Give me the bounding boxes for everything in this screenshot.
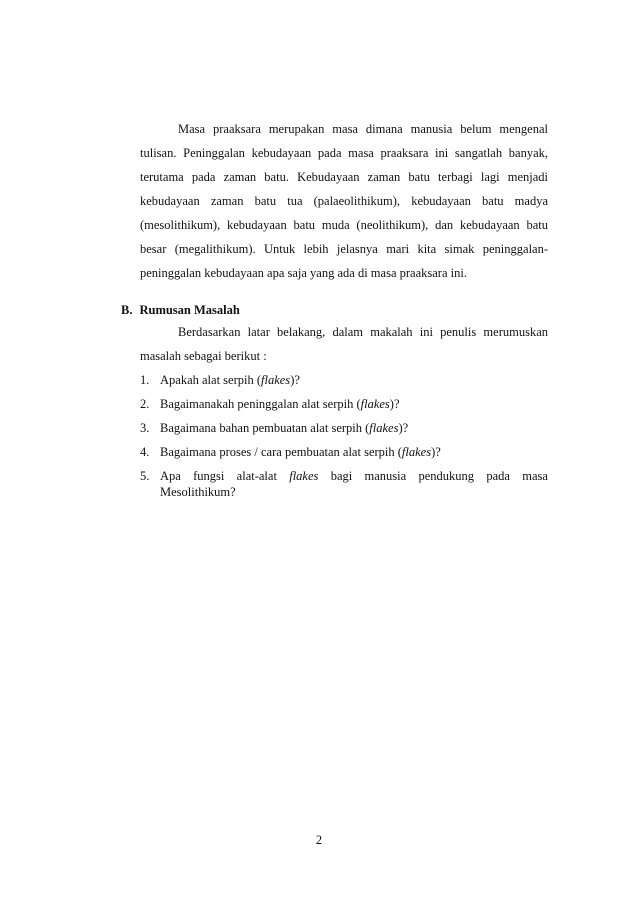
- list-item-word: bagi: [330, 469, 353, 483]
- list-item-word: alat-alat: [236, 469, 277, 483]
- list-item-text: Bagaimana proses / cara pembuatan alat serpih (: [160, 445, 402, 459]
- intro-line-6: besar (megalithikum). Untuk lebih jelasnya mari kita simak peninggalan-: [140, 242, 548, 256]
- intro-line-3: terutama pada zaman batu. Kebudayaan zaman batu terbagi lagi menjadi: [140, 170, 548, 184]
- list-item: [140, 468, 548, 484]
- list-item-italic: flakes: [360, 397, 390, 411]
- list-item-number: 4.: [140, 445, 150, 459]
- list-item: [140, 444, 441, 460]
- list-item-italic: flakes: [261, 373, 291, 387]
- list-item-number: 1.: [140, 373, 150, 387]
- list-item-text: Bagaimana bahan pembuatan alat serpih (: [160, 421, 370, 435]
- list-item-italic: flakes: [369, 421, 399, 435]
- list-item-number: 5.: [140, 469, 150, 483]
- list-item-word: manusia: [364, 469, 407, 483]
- intro-line-7: peninggalan kebudayaan apa saja yang ada di masa praaksara ini.: [140, 266, 467, 280]
- list-item-suffix: )?: [290, 373, 300, 387]
- intro-line-2: tulisan. Peninggalan kebudayaan pada masa praaksara ini sangatlah banyak,: [140, 146, 548, 160]
- list-item-word: pada: [486, 469, 510, 483]
- intro-line-4: kebudayaan zaman batu tua (palaeolithikum), kebudayaan batu madya: [140, 194, 548, 208]
- list-item: [140, 396, 400, 412]
- list-item-word: fungsi: [193, 469, 225, 483]
- list-item-suffix: )?: [431, 445, 441, 459]
- intro-line-5: (mesolithikum), kebudayaan batu muda (neolithikum), dan kebudayaan batu: [140, 218, 548, 232]
- list-item-word: masa: [522, 469, 548, 483]
- list-item-number: 3.: [140, 421, 150, 435]
- list-item-text: Apakah alat serpih (: [160, 373, 262, 387]
- list-item-start: [140, 468, 181, 484]
- section-intro-line-2: masalah sebagai berikut :: [140, 349, 267, 363]
- list-item-continuation: Mesolithikum?: [160, 485, 236, 499]
- list-item-suffix: )?: [389, 397, 400, 411]
- section-heading: [121, 302, 240, 318]
- list-item-word: pendukung: [418, 469, 475, 483]
- list-item: [140, 420, 408, 436]
- list-item-text: Bagaimanakah peninggalan alat serpih (: [160, 397, 361, 411]
- list-item-italic: flakes: [289, 469, 319, 483]
- list-item-number: 2.: [140, 397, 150, 411]
- list-item-word: Apa: [160, 469, 181, 483]
- page-number: 2: [315, 833, 323, 847]
- section-label: B.: [121, 303, 133, 317]
- section-title: Rumusan Masalah: [139, 303, 240, 317]
- list-item-italic: flakes: [401, 445, 432, 459]
- list-item: [140, 372, 300, 388]
- intro-line-1: Masa praaksara merupakan masa dimana manusia belum mengenal: [178, 122, 548, 136]
- section-intro-line-1: Berdasarkan latar belakang, dalam makalah ini penulis merumuskan: [178, 325, 548, 339]
- list-item-suffix: )?: [398, 421, 409, 435]
